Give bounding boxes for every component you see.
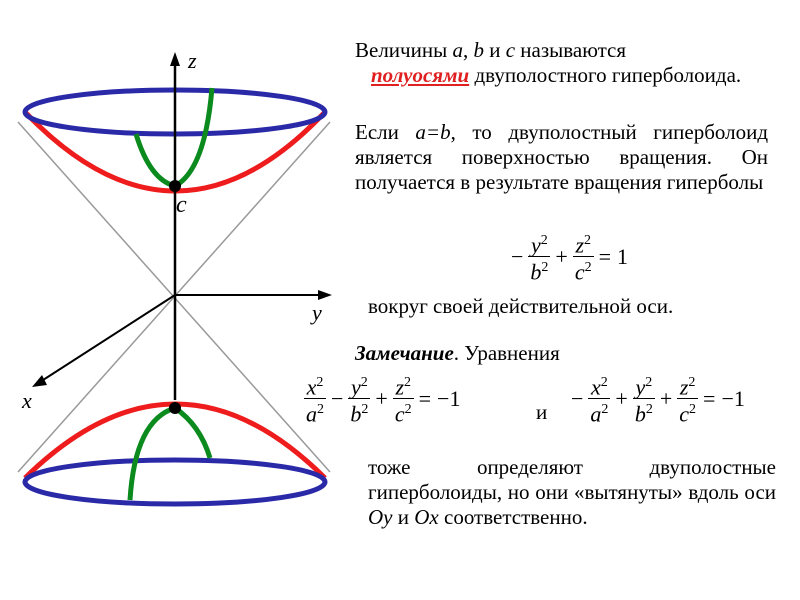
remark-heading: Замечание. Уравнения <box>355 341 560 365</box>
paragraph-rotation: Если a=b, то двуполостный гиперболоид является поверхностью вращения. Он получается в результате вращения гиперболы <box>355 120 769 194</box>
paragraph-real-axis: вокруг своей действительной оси. <box>368 294 674 318</box>
z-axis-label: z <box>188 48 197 73</box>
hyperboloid-figure <box>0 0 345 600</box>
x-axis-label: x <box>22 388 32 413</box>
and-word: и <box>536 400 548 424</box>
paragraph-elongated: тоже определяют двуполостные гиперболоиды, но они «вытянуты» вдоль оси Oy и Ox соответственно. <box>368 455 776 529</box>
c-vertex-label: c <box>176 192 187 218</box>
bottom-vertex-point <box>169 402 181 414</box>
y-axis-label: y <box>312 300 322 325</box>
formula-oy-oriented: − $\frac{x^2}{a^2}$ + $\frac{y^2}{b^2}$ + $\frac{z^2}{c^2}$ = −1 <box>568 372 748 426</box>
bottom-green-branch-left <box>130 408 175 500</box>
top-vertex-point <box>169 180 181 192</box>
paragraph-semi-axes: Величины a, b и c называются полуосями двуполостного гиперболоида. <box>355 38 742 87</box>
bottom-green-branch-right <box>175 408 210 458</box>
top-green-branch-left <box>136 134 175 186</box>
formula-hyperbola: − $\frac{y^2}{b^2}$ + $\frac{z^2}{c^2}$ = 1 <box>508 230 631 284</box>
x-axis-arrow <box>32 375 47 387</box>
y-axis-arrow <box>318 290 332 300</box>
z-axis-arrow <box>170 52 180 66</box>
top-green-branch-right <box>175 88 212 186</box>
x-axis <box>40 295 175 382</box>
term-semi-axes: полуосями <box>371 63 470 87</box>
bottom-ellipse <box>25 460 325 504</box>
formula-ox-oriented: $\frac{x^2}{a^2}$ − $\frac{y^2}{b^2}$ + $\frac{z^2}{c^2}$ = −1 <box>302 372 463 426</box>
